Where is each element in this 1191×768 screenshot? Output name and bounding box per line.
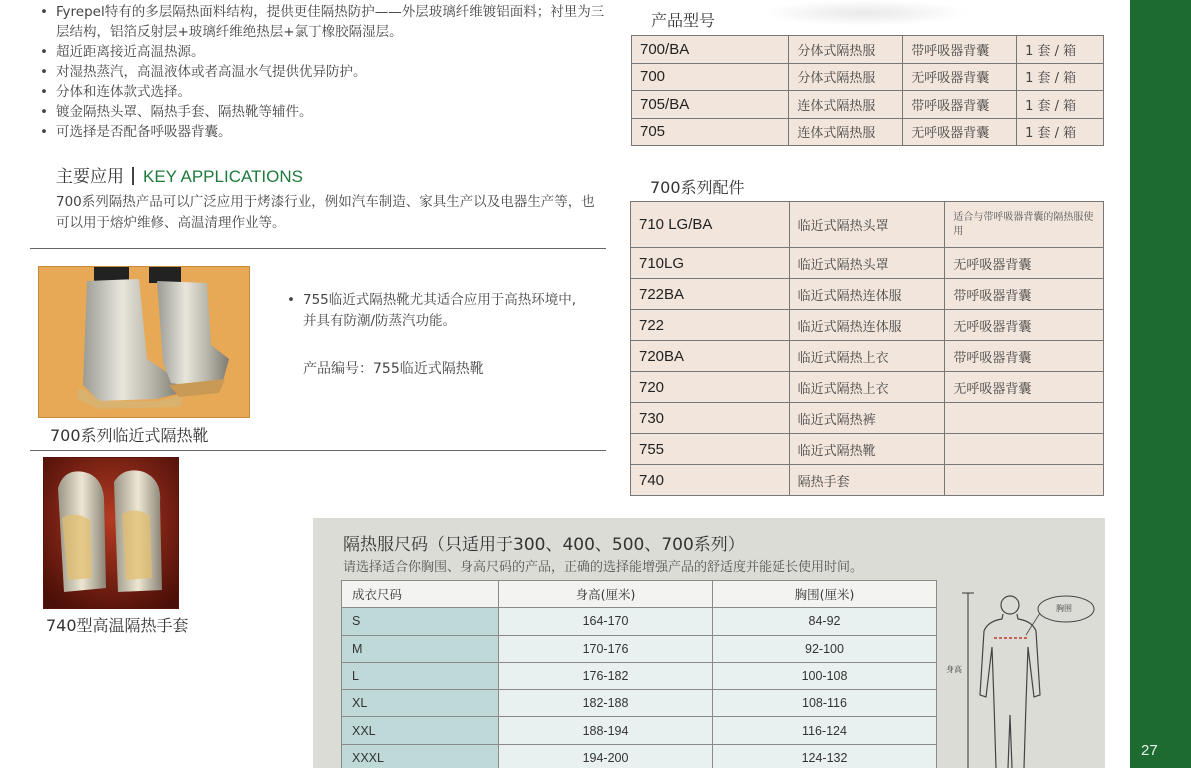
model-code: 705/BA xyxy=(632,91,789,119)
model-qty: 1 套 / 箱 xyxy=(1017,118,1104,146)
table-row xyxy=(631,279,1104,310)
gloves-photo xyxy=(43,457,179,609)
table-row xyxy=(631,248,1104,279)
model-code: 705 xyxy=(632,118,789,146)
table-row xyxy=(632,63,1104,91)
accessory-code: 720BA xyxy=(631,341,790,372)
model-type: 分体式隔热服 xyxy=(789,36,903,64)
column-header: 胸围(厘米) xyxy=(713,581,937,608)
model-qty: 1 套 / 箱 xyxy=(1017,91,1104,119)
model-type: 连体式隔热服 xyxy=(789,118,903,146)
accessory-code: 720 xyxy=(631,372,790,403)
boots-product-code: 产品编号：755临近式隔热靴 xyxy=(303,361,484,377)
model-type: 分体式隔热服 xyxy=(789,63,903,91)
chest-label: 胸围 xyxy=(1056,604,1072,613)
accessory-note: 无呼吸器背囊 xyxy=(945,372,1104,403)
table-row xyxy=(631,403,1104,434)
accessory-note xyxy=(945,465,1104,496)
feature-item: • 可选择是否配备呼吸器背囊。 xyxy=(40,122,610,142)
accessory-note xyxy=(945,403,1104,434)
applications-title-en: KEY APPLICATIONS xyxy=(143,167,303,186)
size-cell: XL xyxy=(342,690,499,717)
gloves-caption: 740型高温隔热手套 xyxy=(46,616,189,635)
feature-item: • Fyrepel特有的多层隔热面料结构，提供更佳隔热防护——外层玻璃纤维镀铝面料；衬里为三层结构，铝箔反射层+玻璃纤维绝热层+氯丁橡胶隔湿层。 xyxy=(40,2,610,42)
size-table xyxy=(341,580,937,768)
accessory-name: 临近式隔热头罩 xyxy=(789,248,945,279)
model-pack: 无呼吸器背囊 xyxy=(903,118,1017,146)
table-row xyxy=(632,36,1104,64)
chest-cell: 84-92 xyxy=(713,608,937,635)
table-row xyxy=(342,690,937,717)
models-table xyxy=(631,35,1104,146)
column-header: 成衣尺码 xyxy=(342,581,499,608)
page-number: 27 xyxy=(1141,742,1158,759)
accessory-note: 适合与带呼吸器背囊的隔热服使用 xyxy=(945,202,1104,248)
table-row xyxy=(631,465,1104,496)
height-cell: 164-170 xyxy=(499,608,713,635)
size-cell: L xyxy=(342,662,499,689)
accessory-name: 临近式隔热头罩 xyxy=(789,202,945,248)
model-qty: 1 套 / 箱 xyxy=(1017,63,1104,91)
boots-photo xyxy=(38,266,250,418)
height-cell: 194-200 xyxy=(499,744,713,768)
feature-item: • 对湿热蒸汽，高温液体或者高温水气提供优异防护。 xyxy=(40,62,610,82)
chest-cell: 92-100 xyxy=(713,635,937,662)
accessory-note: 无呼吸器背囊 xyxy=(945,248,1104,279)
table-header-row xyxy=(342,581,937,608)
model-qty: 1 套 / 箱 xyxy=(1017,36,1104,64)
model-pack: 无呼吸器背囊 xyxy=(903,63,1017,91)
gloves-illustration xyxy=(44,458,179,609)
accessory-code: 722BA xyxy=(631,279,790,310)
chest-cell: 108-116 xyxy=(713,690,937,717)
size-title: 隔热服尺码（只适用于300、400、500、700系列） xyxy=(343,535,745,555)
table-row xyxy=(342,635,937,662)
boots-illustration xyxy=(39,267,250,418)
title-separator xyxy=(132,167,134,185)
table-row xyxy=(631,310,1104,341)
table-row xyxy=(631,341,1104,372)
feature-item: • 镀金隔热头罩、隔热手套、隔热靴等辅件。 xyxy=(40,102,610,122)
models-title: 产品型号 xyxy=(651,11,716,30)
model-pack: 带呼吸器背囊 xyxy=(903,36,1017,64)
height-cell: 182-188 xyxy=(499,690,713,717)
body-figure-icon xyxy=(940,585,1100,768)
accessory-name: 临近式隔热裤 xyxy=(789,403,945,434)
accessory-code: 710LG xyxy=(631,248,790,279)
accessory-code: 755 xyxy=(631,434,790,465)
divider xyxy=(30,248,606,249)
accessory-name: 临近式隔热上衣 xyxy=(789,372,945,403)
accessory-note: 带呼吸器背囊 xyxy=(945,341,1104,372)
applications-title-cn: 主要应用 xyxy=(56,167,124,187)
model-code: 700 xyxy=(632,63,789,91)
chest-cell: 100-108 xyxy=(713,662,937,689)
table-row xyxy=(342,744,937,768)
boots-description xyxy=(287,290,587,332)
boots-description-text: • 755临近式隔热靴尤其适合应用于高热环境中,并具有防潮/防蒸汽功能。 xyxy=(287,290,587,332)
accessory-name: 隔热手套 xyxy=(789,465,945,496)
accessory-note xyxy=(945,434,1104,465)
accessories-title: 700系列配件 xyxy=(650,178,745,197)
side-band xyxy=(1130,0,1191,768)
accessory-name: 临近式隔热连体服 xyxy=(789,310,945,341)
accessory-code: 740 xyxy=(631,465,790,496)
column-header: 身高(厘米) xyxy=(499,581,713,608)
model-type: 连体式隔热服 xyxy=(789,91,903,119)
height-cell: 176-182 xyxy=(499,662,713,689)
applications-text: 700系列隔热产品可以广泛应用于烤漆行业，例如汽车制造、家具生产以及电器生产等，也可以用于熔炉维修、高温清理作业等。 xyxy=(56,194,595,231)
feature-item: • 超近距离接近高温热源。 xyxy=(40,42,610,62)
accessory-code: 710 LG/BA xyxy=(631,202,790,248)
accessory-note: 带呼吸器背囊 xyxy=(945,279,1104,310)
divider xyxy=(30,450,606,451)
accessory-code: 722 xyxy=(631,310,790,341)
accessories-table xyxy=(630,201,1104,496)
accessory-note: 无呼吸器背囊 xyxy=(945,310,1104,341)
boots-caption: 700系列临近式隔热靴 xyxy=(50,426,209,445)
top-shade xyxy=(760,0,970,26)
size-subtitle: 请选择适合你胸围、身高尺码的产品，正确的选择能增强产品的舒适度并能延长使用时间。 xyxy=(343,560,864,575)
applications-title xyxy=(56,162,303,187)
chest-cell: 116-124 xyxy=(713,717,937,744)
feature-list xyxy=(40,2,610,142)
table-row xyxy=(631,202,1104,248)
accessory-name: 临近式隔热靴 xyxy=(789,434,945,465)
model-pack: 带呼吸器背囊 xyxy=(903,91,1017,119)
height-cell: 170-176 xyxy=(499,635,713,662)
accessory-code: 730 xyxy=(631,403,790,434)
table-row xyxy=(631,372,1104,403)
table-row xyxy=(631,434,1104,465)
feature-item: • 分体和连体款式选择。 xyxy=(40,82,610,102)
model-code: 700/BA xyxy=(632,36,789,64)
table-row xyxy=(342,717,937,744)
accessory-name: 临近式隔热上衣 xyxy=(789,341,945,372)
size-cell: XXXL xyxy=(342,744,499,768)
size-cell: XXL xyxy=(342,717,499,744)
table-row xyxy=(342,662,937,689)
height-cell: 188-194 xyxy=(499,717,713,744)
size-cell: M xyxy=(342,635,499,662)
size-cell: S xyxy=(342,608,499,635)
chest-cell: 124-132 xyxy=(713,744,937,768)
table-row xyxy=(342,608,937,635)
table-row xyxy=(632,118,1104,146)
accessory-name: 临近式隔热连体服 xyxy=(789,279,945,310)
height-label: 身高 xyxy=(946,665,962,674)
table-row xyxy=(632,91,1104,119)
